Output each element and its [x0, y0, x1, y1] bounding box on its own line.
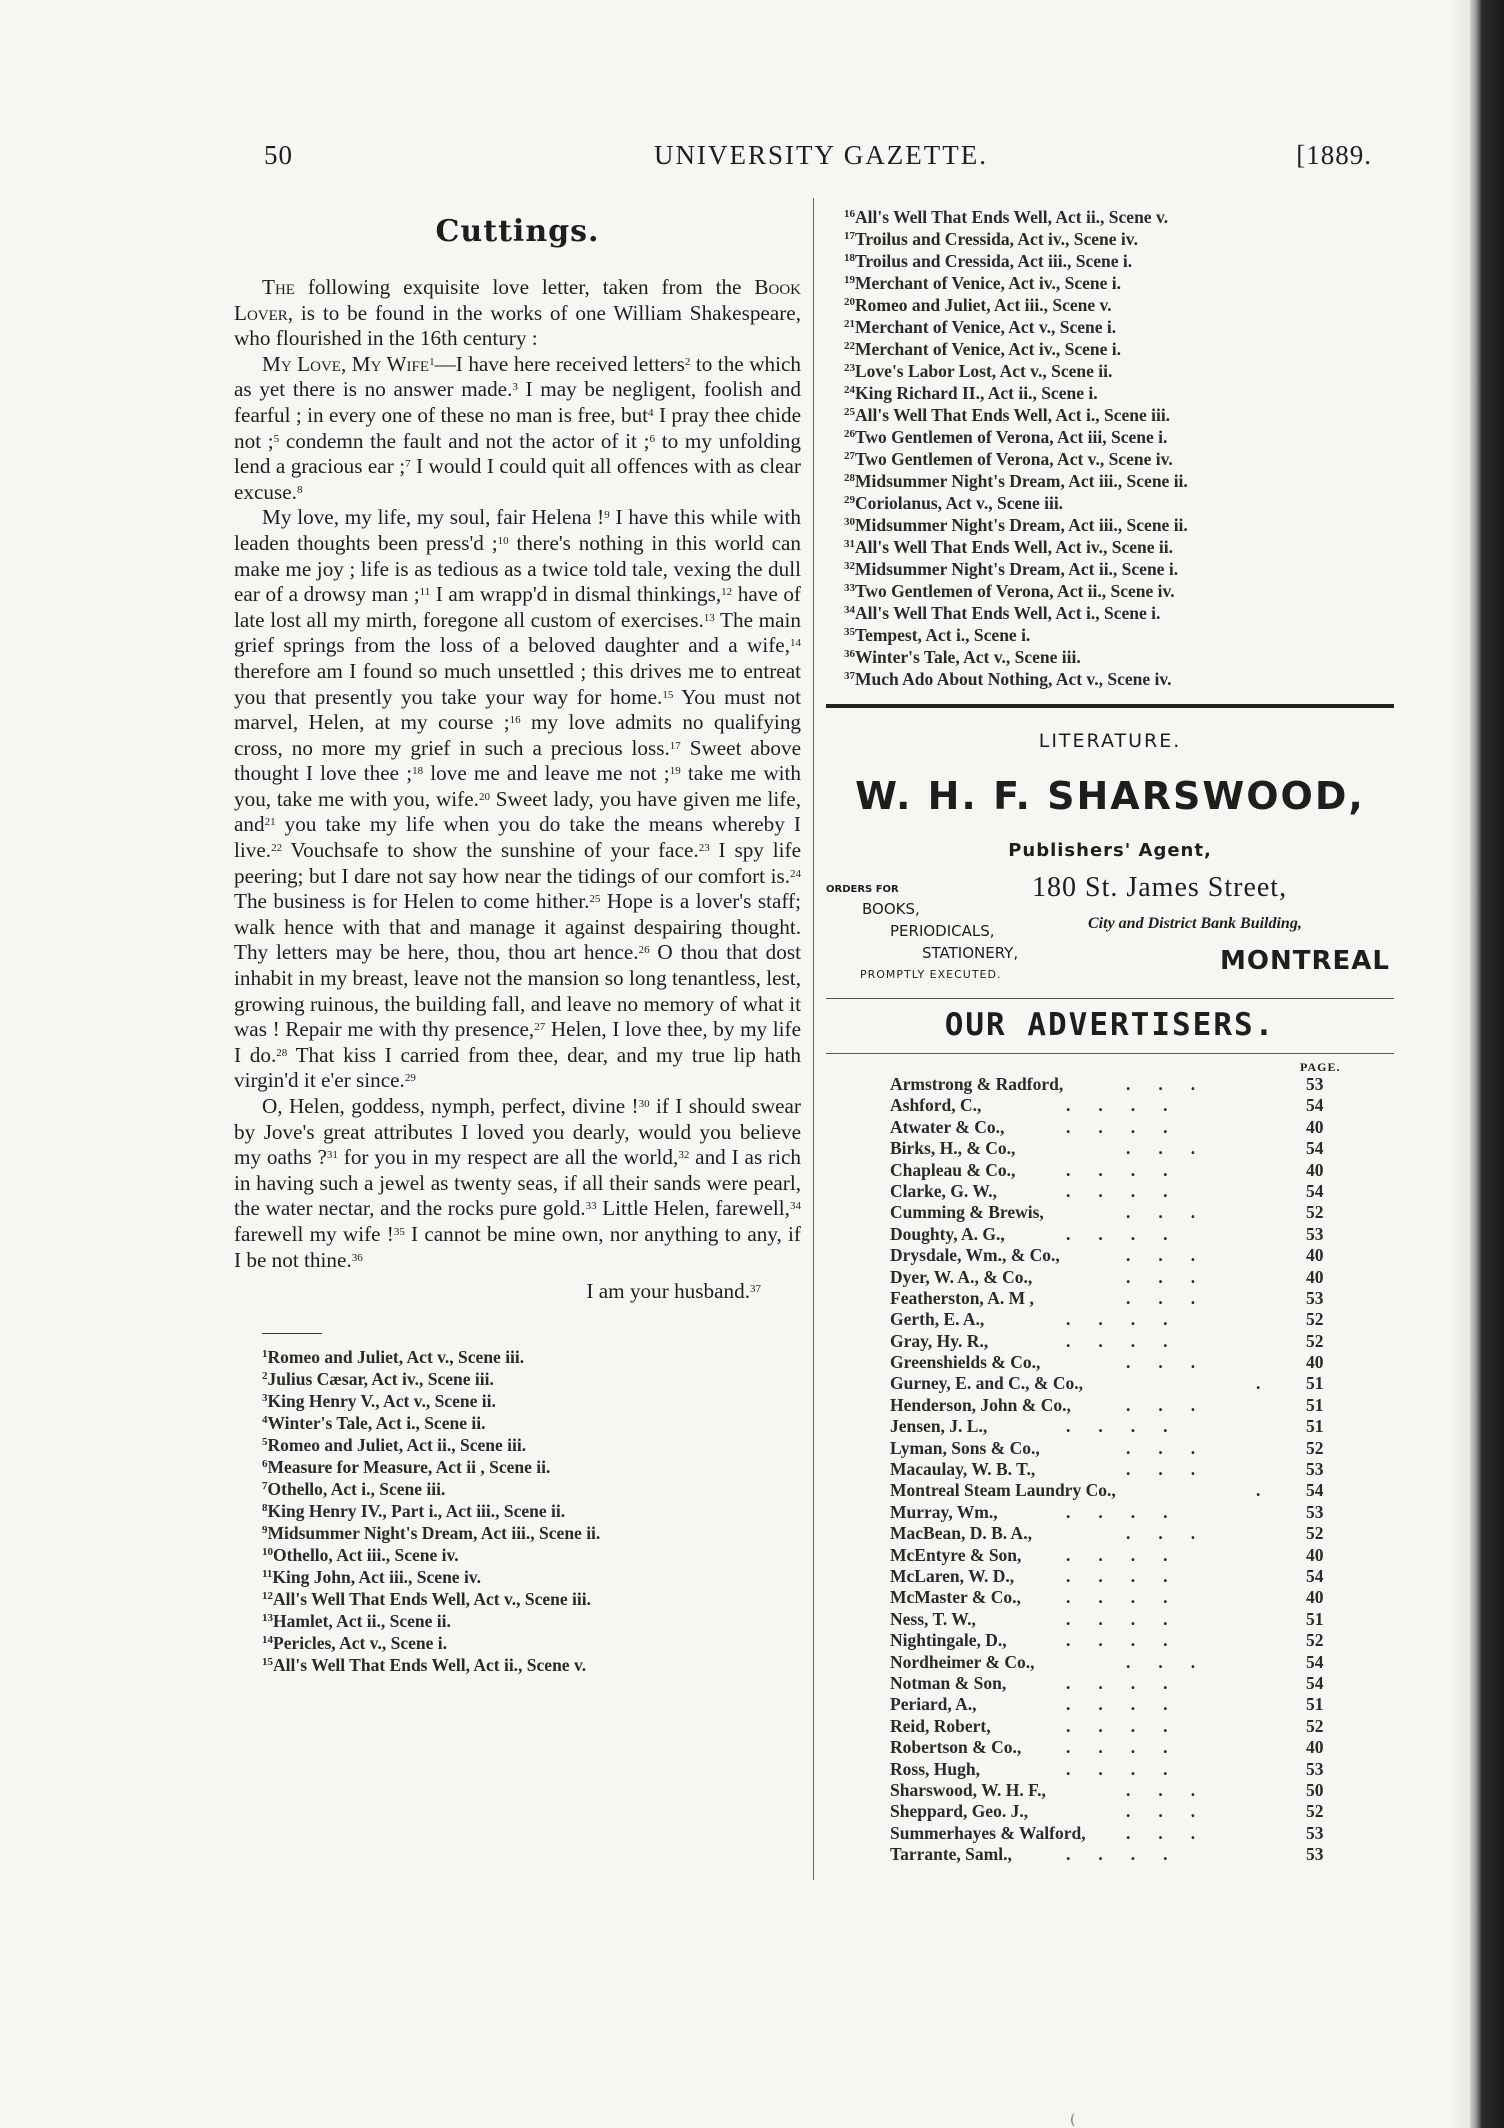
advertiser-row	[826, 1373, 1394, 1394]
section-title: Cuttings.	[435, 214, 600, 249]
leader-dots: ...	[1126, 1202, 1224, 1223]
bottom-mark: (	[1070, 2112, 1076, 2128]
leader-dots: ....	[1066, 1758, 1196, 1779]
advertiser-page: 52	[1306, 1202, 1324, 1223]
advertiser-page: 40	[1306, 1587, 1324, 1608]
leader-dots: ...	[1126, 1394, 1224, 1415]
footnote-number: 27	[844, 450, 855, 462]
advertisers-title: OUR ADVERTISERS.	[944, 1007, 1276, 1043]
advertiser-page: 40	[1306, 1737, 1324, 1758]
advertiser-row	[826, 1737, 1394, 1758]
footnote-text: Two Gentlemen of Verona, Act ii., Scene iv.	[855, 581, 1175, 601]
footnote-text: Julius Cæsar, Act iv., Scene iii.	[267, 1368, 494, 1389]
footnote-item	[844, 470, 1394, 492]
advertiser-name: Featherston, A. M ,	[890, 1287, 1034, 1308]
advertiser-name: Jensen, J. L.,	[890, 1416, 988, 1437]
footnote-item	[844, 228, 1394, 250]
intro-paragraph: The following exquisite love letter, taken from the Book Lover, is to be found in the works of one William Shakespeare, who flourished in the 16th century :	[234, 275, 801, 351]
page-column-header: PAGE.	[1300, 1060, 1341, 1074]
leader-dots: ...	[1126, 1266, 1224, 1287]
footnote-number: 23	[844, 362, 855, 374]
leader-dots: ....	[1066, 1159, 1196, 1180]
advertiser-page: 53	[1306, 1459, 1324, 1480]
advertiser-row	[826, 1267, 1394, 1288]
footnote-item	[262, 1500, 801, 1522]
footnote-text: Romeo and Juliet, Act iii., Scene v.	[855, 295, 1112, 315]
footnote-item	[844, 558, 1394, 580]
footnote-number: 37	[844, 670, 855, 682]
leader-dots: ....	[1066, 1223, 1196, 1244]
footnote-number: 18	[844, 252, 855, 264]
leader-dots: ...	[1126, 1138, 1224, 1159]
ad-building: City and District Bank Building,	[1088, 915, 1302, 932]
advertiser-page: 50	[1306, 1779, 1324, 1800]
footnote-number: 35	[844, 626, 855, 638]
publication-year: [1889.	[1296, 140, 1372, 170]
leader-dots: ....	[1066, 1180, 1196, 1201]
advertiser-page: 53	[1306, 1822, 1324, 1843]
advertiser-page: 51	[1306, 1373, 1324, 1394]
footnote-item	[262, 1478, 801, 1500]
footnote-item	[262, 1346, 801, 1368]
leader-dots: ....	[1066, 1608, 1196, 1629]
advertiser-page: 52	[1306, 1330, 1324, 1351]
advertiser-row	[826, 1331, 1394, 1352]
advertiser-row	[826, 1694, 1394, 1715]
footnote-text: King John, Act iii., Scene iv.	[272, 1566, 481, 1587]
leader-dots: ....	[1066, 1501, 1196, 1522]
advertiser-page: 52	[1306, 1715, 1324, 1736]
footnote-text: All's Well That Ends Well, Act v., Scene iii.	[273, 1588, 591, 1609]
advertiser-name: Cumming & Brewis,	[890, 1202, 1044, 1223]
leader-dots: ...	[1126, 1287, 1224, 1308]
advertiser-name: Gray, Hy. R.,	[890, 1330, 989, 1351]
advertiser-row	[826, 1138, 1394, 1159]
advertiser-row	[826, 1352, 1394, 1373]
footnote-text: Romeo and Juliet, Act ii., Scene iii.	[267, 1434, 527, 1455]
footnote-number: 28	[844, 472, 855, 484]
advertiser-name: Ashford, C.,	[890, 1095, 982, 1116]
advertiser-name: Atwater & Co.,	[890, 1116, 1005, 1137]
leader-dots: ...	[1126, 1437, 1224, 1458]
footnote-number: 36	[844, 648, 855, 660]
footnote-text: Measure for Measure, Act ii , Scene ii.	[267, 1456, 551, 1477]
page-binding-edge	[1470, 0, 1504, 2128]
footnote-text: All's Well That Ends Well, Act i., Scene iii.	[855, 405, 1171, 425]
page-shadow	[1448, 0, 1470, 2128]
advertiser-name: Gerth, E. A.,	[890, 1309, 985, 1330]
footnote-item	[844, 602, 1394, 624]
advertiser-row	[826, 1609, 1394, 1630]
advertiser-page: 53	[1306, 1074, 1324, 1094]
footnote-number: 29	[844, 494, 855, 506]
advertiser-name: Notman & Son,	[890, 1672, 1007, 1693]
advertiser-name: Henderson, John & Co.,	[890, 1394, 1071, 1415]
leader-dots: ....	[1066, 1309, 1196, 1330]
footnote-number: 2	[262, 1369, 268, 1382]
footnote-item	[262, 1588, 801, 1610]
footnote-number: 15	[262, 1655, 273, 1668]
letter-signature: I am your husband.$^{37}$	[586, 1279, 761, 1304]
advertiser-row	[826, 1587, 1394, 1608]
footnote-text: Winter's Tale, Act v., Scene iii.	[855, 647, 1081, 667]
footnote-number: 31	[844, 538, 855, 550]
advertiser-name: Sharswood, W. H. F.,	[890, 1779, 1046, 1800]
advertiser-name: Macaulay, W. B. T.,	[890, 1459, 1036, 1480]
advertiser-page: 54	[1306, 1651, 1324, 1672]
advertiser-page: 52	[1306, 1523, 1324, 1544]
advertiser-row	[826, 1459, 1394, 1480]
footnote-text: All's Well That Ends Well, Act ii., Scene v.	[855, 207, 1169, 227]
leader-dots: ....	[1066, 1095, 1196, 1116]
advertiser-row	[826, 1823, 1394, 1844]
footnote-item	[844, 492, 1394, 514]
footnote-number: 17	[844, 230, 855, 242]
page-number: 50	[264, 140, 293, 170]
leader-dots: ....	[1066, 1737, 1196, 1758]
leader-dots: ....	[1066, 1672, 1196, 1693]
footnote-item	[844, 426, 1394, 448]
advertiser-row	[826, 1759, 1394, 1780]
advertiser-row	[826, 1523, 1394, 1544]
footnote-text: Othello, Act iii., Scene iv.	[273, 1544, 459, 1565]
footnote-number: 32	[844, 560, 855, 572]
advertiser-name: Clarke, G. W.,	[890, 1180, 997, 1201]
advertiser-name: Dyer, W. A., & Co.,	[890, 1266, 1033, 1287]
advertiser-page: 52	[1306, 1801, 1324, 1822]
footnote-number: 3	[262, 1391, 268, 1404]
footnote-item	[262, 1412, 801, 1434]
footnote-item	[844, 272, 1394, 294]
advertiser-row	[826, 1074, 1394, 1095]
footnote-item	[262, 1566, 801, 1588]
footnote-number: 22	[844, 340, 855, 352]
leader-dots: ....	[1066, 1330, 1196, 1351]
advertiser-name: Murray, Wm.,	[890, 1501, 998, 1522]
footnote-number: 14	[262, 1633, 273, 1646]
advertiser-page: 52	[1306, 1630, 1324, 1651]
footnote-text: Merchant of Venice, Act iv., Scene i.	[855, 273, 1122, 293]
leader-dots: ....	[1066, 1587, 1196, 1608]
footnote-item	[844, 360, 1394, 382]
advertiser-page: 51	[1306, 1694, 1324, 1715]
advertiser-page: 51	[1306, 1608, 1324, 1629]
advertiser-name: Nordheimer & Co.,	[890, 1651, 1035, 1672]
footnote-item	[844, 250, 1394, 272]
leader-dots: ...	[1126, 1245, 1224, 1266]
footnote-item	[844, 404, 1394, 426]
footnote-item	[262, 1434, 801, 1456]
footnote-text: Love's Labor Lost, Act v., Scene ii.	[855, 361, 1113, 381]
advertiser-page: 51	[1306, 1394, 1324, 1415]
sharswood-advertisement	[826, 704, 1394, 998]
advertiser-name: MacBean, D. B. A.,	[890, 1523, 1032, 1544]
ad-stationery: STATIONERY,	[922, 944, 1019, 962]
footnote-text: Two Gentlemen of Verona, Act v., Scene iv.	[855, 449, 1173, 469]
leader-dots: ....	[1066, 1694, 1196, 1715]
advertiser-name: Chapleau & Co.,	[890, 1159, 1016, 1180]
footnote-item	[844, 448, 1394, 470]
leader-dots: ...	[1126, 1459, 1224, 1480]
footnote-item	[262, 1610, 801, 1632]
advertiser-row	[826, 1480, 1394, 1501]
advertiser-page: 52	[1306, 1437, 1324, 1458]
leader-dots: .	[1256, 1373, 1289, 1394]
advertiser-name: Reid, Robert,	[890, 1715, 991, 1736]
footnote-item	[844, 382, 1394, 404]
footnote-item	[262, 1456, 801, 1478]
footnote-number: 21	[844, 318, 855, 330]
advertiser-row	[826, 1395, 1394, 1416]
letter-paragraph-1: My Love, My Wife$^1$—I have here received letters$^2$ to the which as yet there is no answer made.$^3$ I may be negligent, foolish and fearful ; in every one of these no man is free, but$^4$ I pray thee chide not ;$^5$ condemn the fault and not the actor of it ;$^6$ to my unfolding lend a gracious ear ;$^7$ I would I could quit all offences with as clear excuse.$^8$	[234, 351, 801, 504]
footnote-number: 1	[262, 1347, 268, 1360]
advertiser-name: Lyman, Sons & Co.,	[890, 1437, 1040, 1458]
footnote-number: 10	[262, 1545, 273, 1558]
footnote-text: Merchant of Venice, Act v., Scene i.	[855, 317, 1117, 337]
footnote-item	[844, 294, 1394, 316]
page-header	[262, 136, 1372, 176]
advertiser-page: 54	[1306, 1672, 1324, 1693]
footnote-number: 5	[262, 1435, 268, 1448]
advertiser-row	[826, 1780, 1394, 1801]
leader-dots: ...	[1126, 1822, 1224, 1843]
advertiser-row	[826, 1716, 1394, 1737]
advertiser-row	[826, 1117, 1394, 1138]
advertiser-page: 40	[1306, 1159, 1324, 1180]
advertiser-page: 54	[1306, 1180, 1324, 1201]
advertiser-name: Doughty, A. G.,	[890, 1223, 1005, 1244]
advertiser-page: 54	[1306, 1095, 1324, 1116]
leader-dots: ....	[1066, 1565, 1196, 1586]
advertiser-name: McEntyre & Son,	[890, 1544, 1022, 1565]
advertiser-name: Sheppard, Geo. J.,	[890, 1801, 1029, 1822]
footnote-number: 7	[262, 1479, 268, 1492]
footnote-number: 25	[844, 406, 855, 418]
advertisers-rows	[826, 1074, 1394, 1865]
advertiser-row	[826, 1288, 1394, 1309]
leader-dots: ...	[1126, 1352, 1224, 1373]
footnote-number: 20	[844, 296, 855, 308]
advertiser-name: McMaster & Co.,	[890, 1587, 1021, 1608]
advertiser-name: Montreal Steam Laundry Co.,	[890, 1480, 1116, 1501]
advertiser-row	[826, 1844, 1394, 1865]
leader-dots: ....	[1066, 1715, 1196, 1736]
footnote-number: 9	[262, 1523, 268, 1536]
advertiser-page: 53	[1306, 1844, 1324, 1865]
advertiser-page: 40	[1306, 1245, 1324, 1266]
footnote-number: 6	[262, 1457, 268, 1470]
advertiser-row	[826, 1673, 1394, 1694]
footnote-number: 30	[844, 516, 855, 528]
footnote-text: Midsummer Night's Dream, Act iii., Scene ii.	[855, 515, 1188, 535]
leader-dots: ....	[1066, 1116, 1196, 1137]
advertiser-page: 40	[1306, 1544, 1324, 1565]
leader-dots: ....	[1066, 1416, 1196, 1437]
footnote-number: 24	[844, 384, 855, 396]
footnote-text: Winter's Tale, Act i., Scene ii.	[267, 1412, 486, 1433]
footnote-text: All's Well That Ends Well, Act ii., Scene v.	[273, 1654, 587, 1675]
right-column	[826, 206, 1394, 1865]
footnote-item	[262, 1654, 801, 1676]
advertiser-row	[826, 1502, 1394, 1523]
footnote-item	[844, 514, 1394, 536]
ad-periodicals: PERIODICALS,	[890, 922, 995, 940]
footnote-text: King Richard II., Act ii., Scene i.	[855, 383, 1098, 403]
footnote-text: All's Well That Ends Well, Act i., Scene i.	[855, 603, 1161, 623]
article-body	[234, 275, 801, 1305]
advertiser-page: 51	[1306, 1416, 1324, 1437]
footnote-item	[262, 1522, 801, 1544]
footnote-number: 19	[844, 274, 855, 286]
leader-dots: ...	[1126, 1651, 1224, 1672]
advertisers-rule-bottom	[826, 1053, 1394, 1054]
leader-dots: ...	[1126, 1801, 1224, 1822]
footnote-text: Romeo and Juliet, Act v., Scene iii.	[267, 1346, 525, 1367]
footnote-item	[844, 206, 1394, 228]
footnote-number: 4	[262, 1413, 268, 1426]
advertiser-row	[826, 1566, 1394, 1587]
footnote-text: Two Gentlemen of Verona, Act iii, Scene i.	[855, 427, 1168, 447]
footnote-text: Troilus and Cressida, Act iii., Scene i.	[855, 251, 1133, 271]
ad-role: Publishers' Agent,	[1008, 840, 1212, 861]
footnote-number: 26	[844, 428, 855, 440]
leader-dots: ...	[1126, 1523, 1224, 1544]
ad-street-address: 180 St. James Street,	[1032, 872, 1288, 903]
advertiser-row	[826, 1095, 1394, 1116]
leader-dots: ...	[1126, 1779, 1224, 1800]
footnote-item	[844, 646, 1394, 668]
advertiser-name: Periard, A.,	[890, 1694, 977, 1715]
footnote-number: 11	[262, 1567, 273, 1580]
footnote-text: Pericles, Act v., Scene i.	[273, 1632, 447, 1653]
advertiser-name: Summerhayes & Walford,	[890, 1822, 1086, 1843]
leader-dots: ....	[1066, 1544, 1196, 1565]
ad-business-name: W. H. F. SHARSWOOD,	[855, 774, 1365, 818]
advertiser-page: 40	[1306, 1352, 1324, 1373]
footnote-list-right	[826, 206, 1394, 690]
advertiser-page: 40	[1306, 1116, 1324, 1137]
footnote-number: 12	[262, 1589, 273, 1602]
footnote-text: Tempest, Act i., Scene i.	[855, 625, 1031, 645]
footnote-number: 13	[262, 1611, 273, 1624]
ad-orders-for: ORDERS FOR	[826, 884, 899, 895]
advertiser-row	[826, 1245, 1394, 1266]
ad-books: BOOKS,	[862, 900, 920, 918]
ad-promptly: PROMPTLY EXECUTED.	[860, 968, 1002, 981]
advertiser-page: 53	[1306, 1501, 1324, 1522]
footnote-text: King Henry V., Act v., Scene ii.	[267, 1390, 496, 1411]
footnote-item	[844, 536, 1394, 558]
advertiser-name: Ness, T. W.,	[890, 1608, 976, 1629]
advertiser-name: Armstrong & Radford,	[890, 1074, 1064, 1094]
advertiser-row	[826, 1224, 1394, 1245]
advertisers-rule-top	[826, 998, 1394, 999]
advertiser-name: Robertson & Co.,	[890, 1737, 1022, 1758]
advertiser-page: 53	[1306, 1223, 1324, 1244]
advertiser-row	[826, 1545, 1394, 1566]
advertiser-name: McLaren, W. D.,	[890, 1565, 1015, 1586]
footnote-text: Midsummer Night's Dream, Act iii., Scene ii.	[267, 1522, 601, 1543]
left-column	[234, 200, 801, 1676]
advertiser-page: 54	[1306, 1138, 1324, 1159]
advertiser-name: Tarrante, Saml.,	[890, 1844, 1012, 1865]
footnote-item	[262, 1544, 801, 1566]
advertiser-row	[826, 1416, 1394, 1437]
advertiser-name: Nightingale, D.,	[890, 1630, 1007, 1651]
footnote-item	[844, 316, 1394, 338]
footnote-item	[844, 580, 1394, 602]
footnote-item	[262, 1368, 801, 1390]
leader-dots: ...	[1126, 1074, 1224, 1094]
footnote-item	[844, 338, 1394, 360]
footnote-text: Much Ado About Nothing, Act v., Scene iv.	[855, 669, 1172, 689]
footnote-number: 33	[844, 582, 855, 594]
advertiser-page: 52	[1306, 1309, 1324, 1330]
footnote-text: King Henry IV., Part i., Act iii., Scene ii.	[267, 1500, 566, 1521]
advertiser-page: 54	[1306, 1480, 1324, 1501]
column-divider	[813, 198, 814, 1880]
advertiser-row	[826, 1160, 1394, 1181]
footnote-list-left	[234, 1346, 801, 1676]
publication-title: UNIVERSITY GAZETTE.	[654, 140, 988, 170]
leader-dots: ....	[1066, 1630, 1196, 1651]
advertiser-row	[826, 1801, 1394, 1822]
leader-dots: .	[1256, 1480, 1289, 1501]
advertiser-row	[826, 1181, 1394, 1202]
footnote-text: Hamlet, Act ii., Scene ii.	[273, 1610, 451, 1631]
footnote-number: 8	[262, 1501, 268, 1514]
footnote-text: Midsummer Night's Dream, Act iii., Scene ii.	[855, 471, 1188, 491]
advertiser-row	[826, 1309, 1394, 1330]
leader-dots: ....	[1066, 1844, 1196, 1865]
footnote-item	[262, 1390, 801, 1412]
advertiser-page: 53	[1306, 1287, 1324, 1308]
footnote-item	[844, 668, 1394, 690]
footnote-text: Othello, Act i., Scene iii.	[267, 1478, 446, 1499]
advertiser-page: 53	[1306, 1758, 1324, 1779]
footnote-number: 16	[844, 208, 855, 220]
advertiser-row	[826, 1630, 1394, 1651]
advertiser-name: Drysdale, Wm., & Co.,	[890, 1245, 1060, 1266]
advertiser-page: 54	[1306, 1565, 1324, 1586]
footnote-text: Coriolanus, Act v., Scene iii.	[855, 493, 1064, 513]
footnote-text: Merchant of Venice, Act iv., Scene i.	[855, 339, 1122, 359]
footnote-text: Troilus and Cressida, Act iv., Scene iv.	[855, 229, 1138, 249]
ad-city: MONTREAL	[1220, 946, 1390, 976]
advertiser-row	[826, 1438, 1394, 1459]
advertiser-name: Birks, H., & Co.,	[890, 1138, 1016, 1159]
footnote-item	[844, 624, 1394, 646]
letter-paragraph-3: O, Helen, goddess, nymph, perfect, divine !$^{30}$ if I should swear by Jove's great attributes I loved you dearly, would you believe my oaths ?$^{31}$ for you in my respect are all the world,$^{32}$ and I as rich in having such a jewel as twenty seas, if all their sands were pearl, the water nectar, and the rocks pure gold.$^{33}$ Little Helen, farewell,$^{34}$ farewell my wife !$^{35}$ I cannot be mine own, nor anything to any, if I be not thine.$^{36}$	[234, 1094, 801, 1272]
advertiser-row	[826, 1652, 1394, 1673]
footnote-text: All's Well That Ends Well, Act iv., Scene ii.	[855, 537, 1173, 557]
advertiser-name: Greenshields & Co.,	[890, 1352, 1041, 1373]
advertiser-row	[826, 1202, 1394, 1223]
footnote-rule	[262, 1333, 322, 1334]
advertiser-name: Ross, Hugh,	[890, 1758, 980, 1779]
letter-paragraph-2: My love, my life, my soul, fair Helena !$^9$ I have this while with leaden thoughts been press'd ;$^{10}$ there's nothing in this world can make me joy ; life is as tedious as a twice told tale, vexing the dull ear of a drowsy man ;$^{11}$ I am wrapp'd in dismal thinkings,$^{12}$ have of late lost all my mirth, foregone all custom of exercises.$^{13}$ The main grief springs from the loss of a beloved daughter and a wife,$^{14}$ therefore am I found so much unsettled ; this drives me to entreat you that presently you take your way for home.$^{15}$ You must not marvel, Helen, at my course ;$^{16}$ my love admits no qualifying cross, no more my grief in such a precious loss.$^{17}$ Sweet above thought I love thee ;$^{18}$ love me and leave me not ;$^{19}$ take me with you, take me with you, wife.$^{20}$ Sweet lady, you have given me life, and$^{21}$ you take my life when you do take the means whereby I live.$^{22}$ Vouchsafe to show the sunshine of your face.$^{23}$ I spy life peering; but I dare not say how near the tidings of our comfort is.$^{24}$ The business is for Helen to come hither.$^{25}$ Hope is a lover's staff; walk hence with that and manage it against despairing thought. Thy letters may be here, thou, thou art hence.$^{26}$ O thou that dost inhabit in my breast, leave not the mansion so long tenantless, lest, growing ruinous, the building fall, and leave no memory of what it was ! Repair me with thy presence,$^{27}$ Helen, I love thee, by my life I do.$^{28}$ That kiss I carried from thee, dear, and my true lip hath virgin'd it e'er since.$^{29}$	[234, 505, 802, 1093]
footnote-number: 34	[844, 604, 855, 616]
footnote-item	[262, 1632, 801, 1654]
ad-heading: LITERATURE.	[1038, 730, 1182, 752]
advertiser-name: Gurney, E. and C., & Co.,	[890, 1373, 1084, 1394]
advertiser-page: 40	[1306, 1266, 1324, 1287]
footnote-text: Midsummer Night's Dream, Act ii., Scene i.	[855, 559, 1179, 579]
